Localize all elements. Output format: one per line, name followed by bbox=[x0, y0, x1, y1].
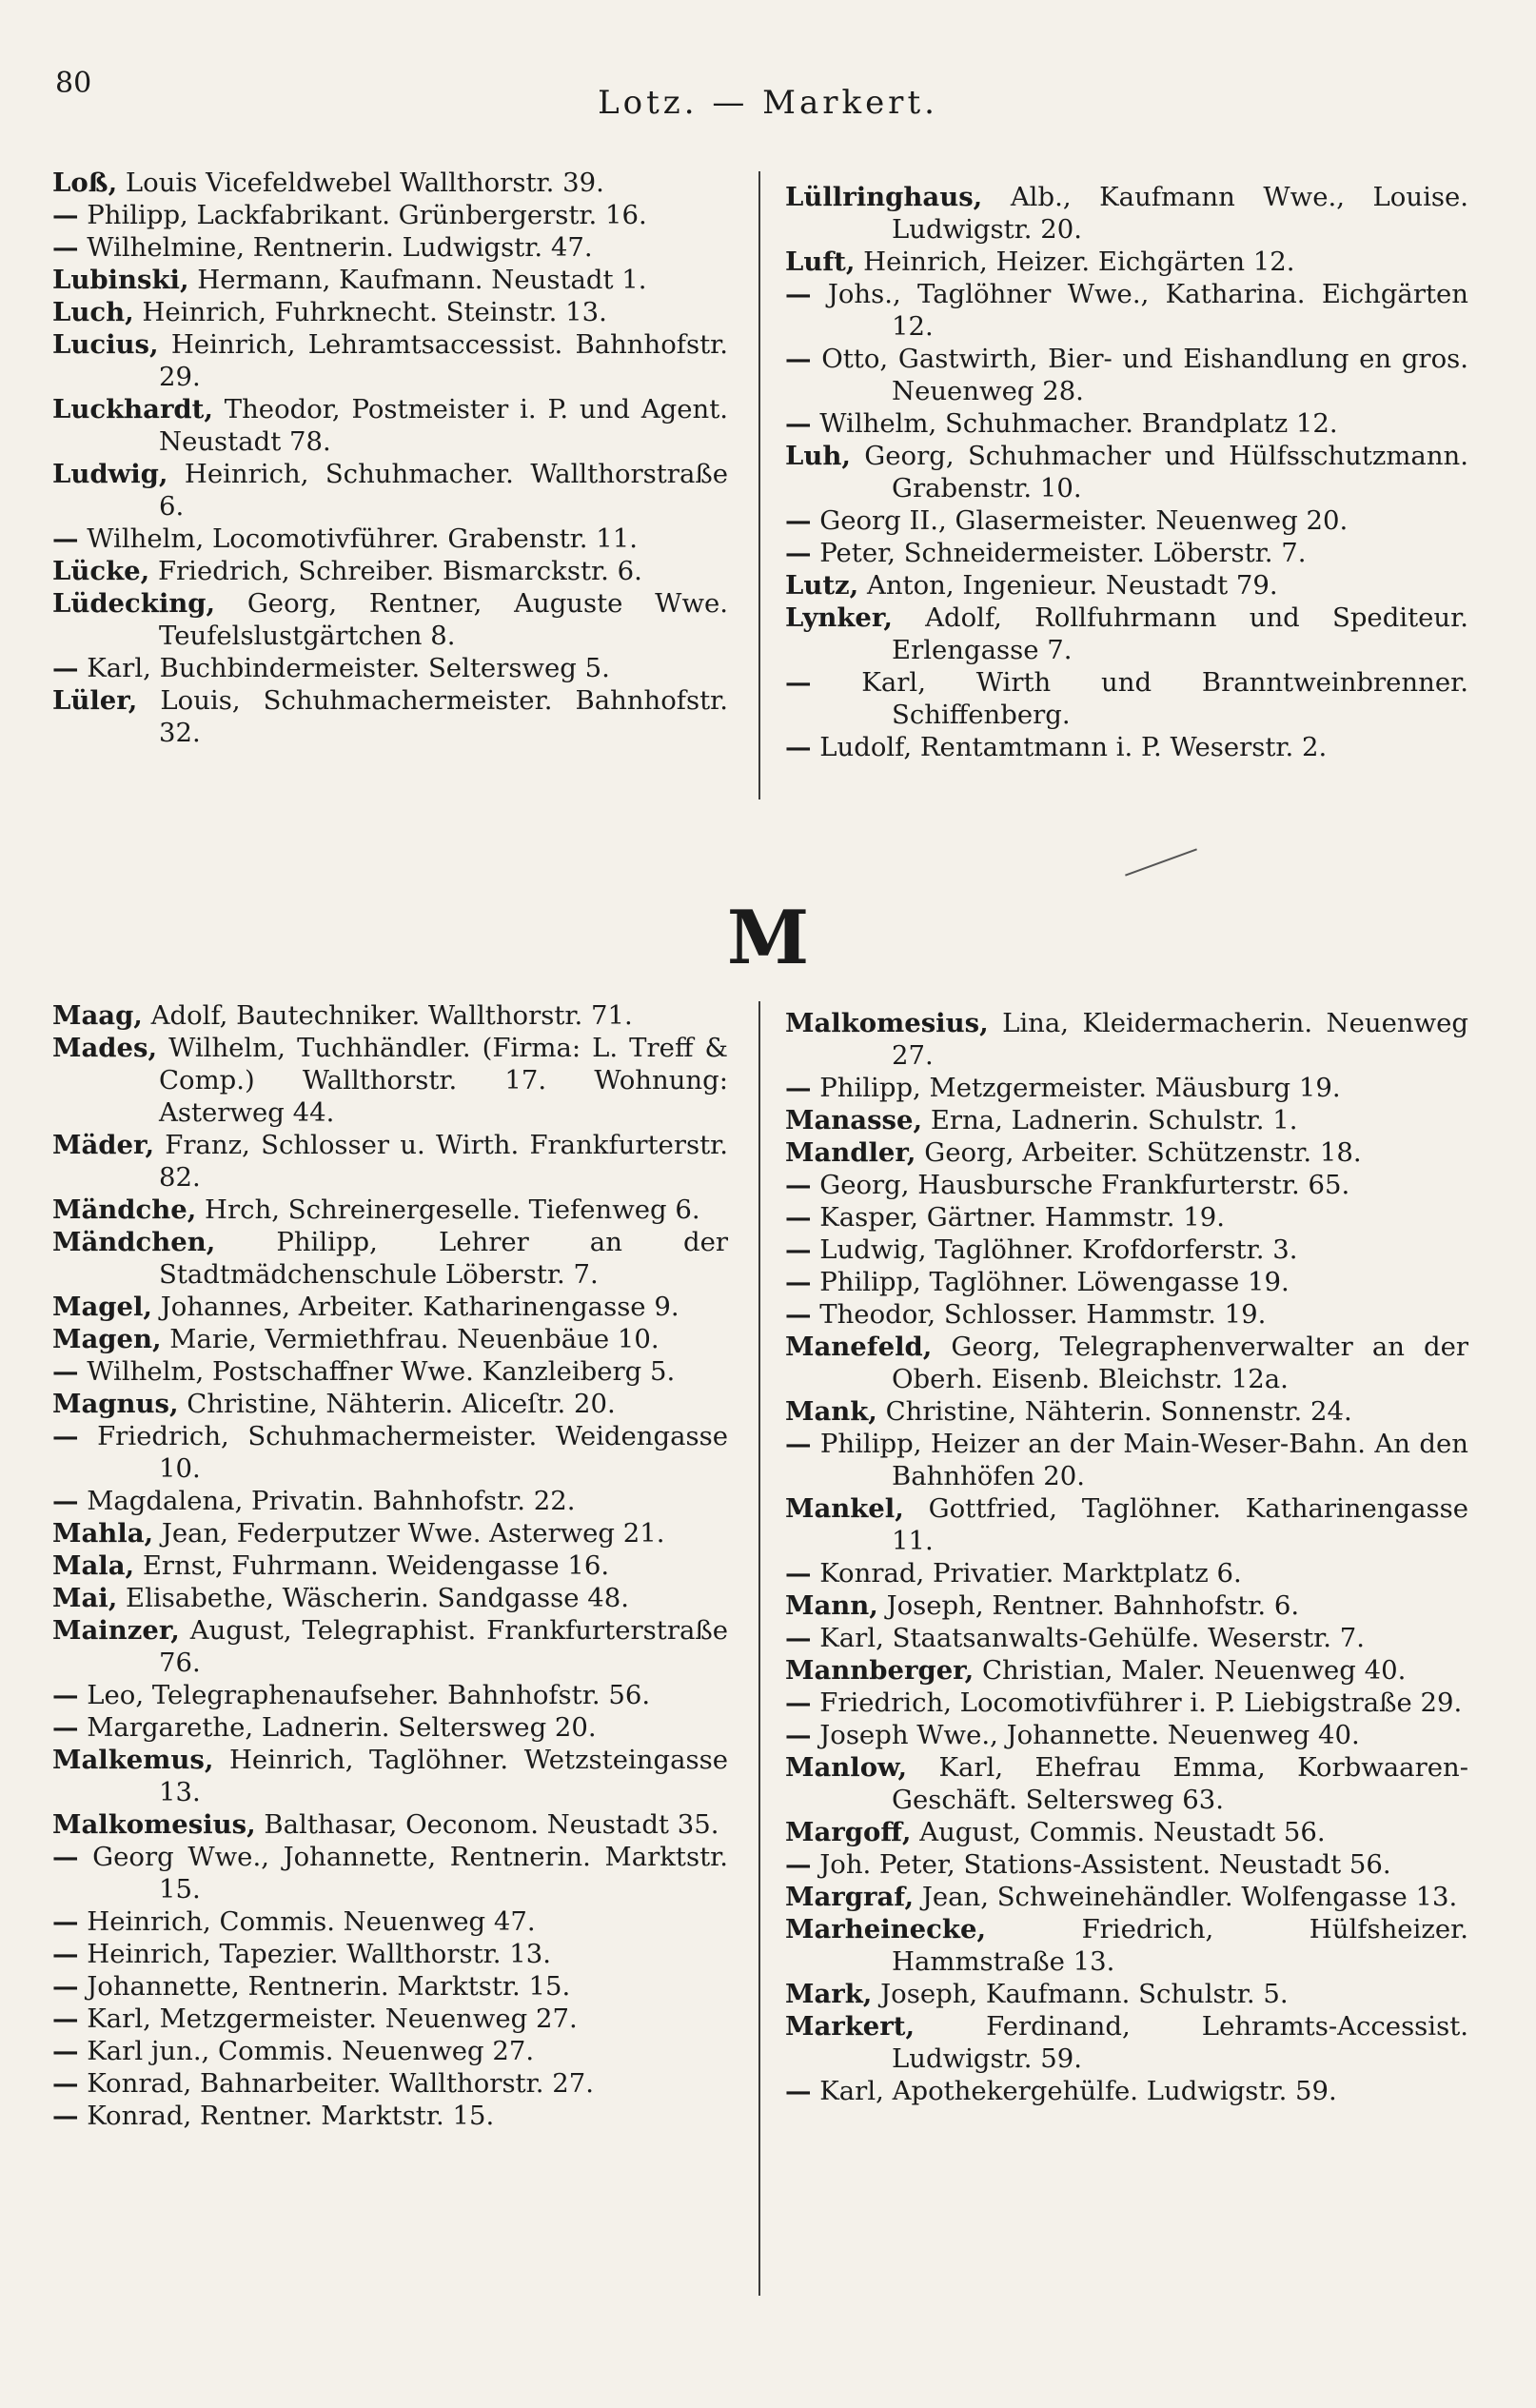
entry-surname: Mändchen, bbox=[52, 1227, 216, 1257]
directory-entry bbox=[785, 1589, 1468, 1622]
directory-entry bbox=[52, 458, 728, 523]
entry-surname: — bbox=[785, 1299, 812, 1330]
entry-surname: — bbox=[52, 2068, 79, 2099]
entry-details: Philipp, Lehrer an der Stadtmädchenschule Löberstr. 7. bbox=[159, 1227, 728, 1290]
entry-details: Marie, Vermiethfrau. Neuenbäue 10. bbox=[161, 1324, 660, 1354]
directory-entry bbox=[52, 684, 728, 749]
entry-details: Georg, Schuhmacher und Hülfsschutzmann. Grabenstr. 10. bbox=[850, 441, 1468, 503]
directory-entry bbox=[52, 1485, 728, 1517]
entry-details: Konrad, Privatier. Marktplatz 6. bbox=[811, 1558, 1242, 1589]
entry-surname: — bbox=[785, 1073, 812, 1103]
directory-entry bbox=[52, 264, 728, 296]
entry-surname: — bbox=[785, 732, 812, 762]
flourish-mark bbox=[1125, 848, 1197, 876]
entry-details: Karl, Ehefrau Emma, Korbwaaren-Geschäft. Seltersweg 63. bbox=[892, 1752, 1468, 1815]
directory-entry bbox=[785, 1687, 1468, 1719]
entry-surname: — bbox=[52, 1421, 79, 1451]
directory-entry bbox=[52, 2003, 728, 2035]
directory-entry bbox=[785, 504, 1468, 537]
directory-entry bbox=[785, 1298, 1468, 1331]
directory-entry bbox=[52, 393, 728, 458]
page-number: 80 bbox=[55, 67, 92, 100]
entry-details: Hrch, Schreinergeselle. Tiefenweg 6. bbox=[196, 1194, 700, 1225]
entry-surname: Lucius, bbox=[52, 329, 159, 360]
entry-surname: — bbox=[52, 1971, 79, 2002]
entry-surname: — bbox=[785, 344, 812, 374]
entry-surname: Lubinski, bbox=[52, 265, 189, 295]
directory-entry bbox=[52, 1420, 728, 1485]
entry-details: Ludolf, Rentamtmann i. P. Weserstr. 2. bbox=[811, 732, 1328, 762]
entry-details: Friedrich, Schuhmachermeister. Weidengasse 10. bbox=[78, 1421, 728, 1484]
entry-details: Elisabethe, Wäscherin. Sandgasse 48. bbox=[117, 1583, 630, 1613]
entry-surname: — bbox=[785, 1623, 812, 1653]
entry-details: Konrad, Rentner. Marktstr. 15. bbox=[78, 2101, 495, 2131]
directory-entry bbox=[785, 1234, 1468, 1266]
directory-entry bbox=[52, 1970, 728, 2003]
entry-details: August, Commis. Neustadt 56. bbox=[911, 1817, 1326, 1847]
entry-surname: Luckhardt, bbox=[52, 394, 213, 424]
entry-surname: — bbox=[52, 1712, 79, 1743]
entry-surname: — bbox=[785, 2076, 812, 2106]
directory-entry bbox=[52, 2035, 728, 2067]
directory-entry bbox=[52, 1226, 728, 1291]
directory-entry bbox=[785, 1072, 1468, 1104]
directory-entry bbox=[52, 1355, 728, 1388]
entry-surname: — bbox=[52, 2101, 79, 2131]
entry-details: Theodor, Schlosser. Hammstr. 19. bbox=[811, 1299, 1267, 1330]
directory-entry bbox=[52, 2100, 728, 2132]
entry-details: Joh. Peter, Stations-Assistent. Neustadt 56. bbox=[811, 1849, 1391, 1880]
directory-entry bbox=[52, 652, 728, 684]
entry-details: Wilhelm, Schuhmacher. Brandplatz 12. bbox=[811, 408, 1338, 439]
entry-surname: Magnus, bbox=[52, 1389, 179, 1419]
entry-surname: — bbox=[52, 1680, 79, 1710]
entry-surname: Luh, bbox=[785, 441, 851, 471]
entry-details: Georg, Rentner, Auguste Wwe. Teufelslustgärtchen 8. bbox=[159, 588, 728, 651]
directory-entry bbox=[785, 1169, 1468, 1201]
entry-details: Konrad, Bahnarbeiter. Wallthorstr. 27. bbox=[78, 2068, 594, 2099]
entry-surname: — bbox=[785, 1720, 812, 1750]
entry-surname: Malkomesius, bbox=[785, 1008, 989, 1038]
directory-entry bbox=[785, 278, 1468, 343]
entry-surname: Mades, bbox=[52, 1033, 158, 1063]
directory-entry bbox=[52, 1614, 728, 1679]
directory-entry bbox=[785, 1848, 1468, 1881]
directory-entry bbox=[785, 537, 1468, 569]
directory-entry bbox=[785, 1719, 1468, 1751]
directory-entry bbox=[785, 602, 1468, 666]
entry-details: Jean, Federputzer Wwe. Asterweg 21. bbox=[153, 1518, 665, 1549]
entry-details: Ernst, Fuhrmann. Weidengasse 16. bbox=[134, 1550, 610, 1581]
entry-details: Friedrich, Hülfsheizer. Hammstraße 13. bbox=[892, 1914, 1468, 1977]
directory-entry bbox=[52, 1905, 728, 1938]
entry-surname: Manlow, bbox=[785, 1752, 908, 1783]
entry-surname: — bbox=[785, 1202, 812, 1233]
entry-surname: — bbox=[52, 2036, 79, 2066]
entry-details: Karl, Wirth und Branntweinbrenner. Schiffenberg. bbox=[811, 667, 1468, 730]
entry-surname: Mank, bbox=[785, 1396, 877, 1427]
directory-entry bbox=[785, 1331, 1468, 1395]
entry-surname: Manefeld, bbox=[785, 1332, 933, 1362]
entry-details: Alb., Kaufmann Wwe., Louise. Ludwigstr. 20. bbox=[892, 182, 1468, 245]
entry-details: Joseph, Rentner. Bahnhofstr. 6. bbox=[877, 1590, 1300, 1621]
directory-entry bbox=[52, 1323, 728, 1355]
entry-details: Joseph Wwe., Johannette. Neuenweg 40. bbox=[811, 1720, 1360, 1750]
entry-details: Wilhelm, Tuchhändler. (Firma: L. Treff & Comp.) Wallthorstr. 17. Wohnung: Asterweg 44. bbox=[157, 1033, 728, 1128]
directory-entry bbox=[52, 296, 728, 328]
entry-surname: — bbox=[52, 653, 79, 683]
entry-surname: — bbox=[52, 232, 79, 263]
entry-surname: — bbox=[52, 1906, 79, 1937]
directory-entry bbox=[52, 1841, 728, 1905]
entry-surname: Mändche, bbox=[52, 1194, 197, 1225]
entry-surname: Lynker, bbox=[785, 602, 893, 633]
entry-details: Johannette, Rentnerin. Marktstr. 15. bbox=[78, 1971, 571, 2002]
entry-details: Heinrich, Heizer. Eichgärten 12. bbox=[855, 247, 1295, 277]
column-top-right bbox=[785, 181, 1468, 763]
entry-surname: — bbox=[785, 1688, 812, 1718]
entry-surname: Malkemus, bbox=[52, 1745, 214, 1775]
entry-surname: Mannberger, bbox=[785, 1655, 975, 1686]
directory-entry bbox=[785, 1007, 1468, 1072]
directory-entry bbox=[52, 1808, 728, 1841]
entry-surname: — bbox=[52, 523, 79, 554]
directory-entry bbox=[52, 523, 728, 555]
column-bottom-left bbox=[52, 999, 728, 2132]
entry-surname: Magen, bbox=[52, 1324, 162, 1354]
entry-surname: — bbox=[785, 505, 812, 536]
entry-details: Karl, Apothekergehülfe. Ludwigstr. 59. bbox=[811, 2076, 1337, 2106]
entry-surname: — bbox=[52, 2003, 79, 2034]
entry-details: Theodor, Postmeister i. P. und Agent. Neustadt 78. bbox=[159, 394, 728, 457]
entry-surname: Maag, bbox=[52, 1000, 143, 1031]
entry-details: Heinrich, Taglöhner. Wetzsteingasse 13. bbox=[159, 1745, 728, 1807]
entry-details: Louis Vicefeldwebel Wallthorstr. 39. bbox=[117, 168, 604, 198]
entry-surname: Margraf, bbox=[785, 1882, 915, 1912]
directory-entry bbox=[785, 1816, 1468, 1848]
directory-entry bbox=[52, 1938, 728, 1970]
entry-details: Heinrich, Fuhrknecht. Steinstr. 13. bbox=[133, 297, 607, 327]
entry-surname: Marheinecke, bbox=[785, 1914, 987, 1944]
entry-details: Karl, Staatsanwalts-Gehülfe. Weserstr. 7. bbox=[811, 1623, 1365, 1653]
directory-entry bbox=[785, 1395, 1468, 1428]
directory-entry bbox=[785, 569, 1468, 602]
directory-entry bbox=[52, 231, 728, 264]
directory-entry bbox=[785, 1136, 1468, 1169]
directory-entry bbox=[52, 555, 728, 587]
entry-details: Otto, Gastwirth, Bier- und Eishandlung en gros. Neuenweg 28. bbox=[811, 344, 1468, 406]
entry-details: Lina, Kleidermacherin. Neuenweg 27. bbox=[892, 1008, 1468, 1071]
entry-details: Heinrich, Tapezier. Wallthorstr. 13. bbox=[78, 1939, 552, 1969]
entry-surname: — bbox=[52, 1356, 79, 1387]
entry-details: August, Telegraphist. Frankfurterstraße 76. bbox=[159, 1615, 728, 1678]
directory-entry bbox=[785, 1428, 1468, 1492]
entry-surname: Mainzer, bbox=[52, 1615, 180, 1646]
directory-entry bbox=[52, 1549, 728, 1582]
entry-details: Wilhelmine, Rentnerin. Ludwigstr. 47. bbox=[78, 232, 593, 263]
entry-surname: Ludwig, bbox=[52, 459, 168, 489]
directory-entry bbox=[52, 999, 728, 1032]
entry-surname: Lüdecking, bbox=[52, 588, 216, 619]
entry-surname: Luft, bbox=[785, 247, 856, 277]
entry-details: Franz, Schlosser u. Wirth. Frankfurterstr. 82. bbox=[154, 1130, 728, 1193]
directory-entry bbox=[785, 666, 1468, 731]
entry-surname: — bbox=[52, 1842, 79, 1872]
entry-details: Karl, Buchbindermeister. Seltersweg 5. bbox=[78, 653, 610, 683]
entry-surname: Margoff, bbox=[785, 1817, 912, 1847]
directory-entry bbox=[785, 1978, 1468, 2010]
entry-details: Louis, Schuhmachermeister. Bahnhofstr. 32. bbox=[137, 685, 728, 748]
entry-surname: Malkomesius, bbox=[52, 1809, 256, 1840]
directory-entry bbox=[52, 1711, 728, 1744]
entry-details: Anton, Ingenieur. Neustadt 79. bbox=[858, 570, 1278, 601]
entry-details: Heinrich, Commis. Neuenweg 47. bbox=[78, 1906, 536, 1937]
directory-entry bbox=[52, 328, 728, 393]
entry-details: Christian, Maler. Neuenweg 40. bbox=[974, 1655, 1407, 1686]
column-bottom-right bbox=[785, 1007, 1468, 2107]
column-top-left bbox=[52, 167, 728, 749]
entry-details: Johs., Taglöhner Wwe., Katharina. Eichgärten 12. bbox=[811, 279, 1468, 342]
directory-entry bbox=[785, 2075, 1468, 2107]
entry-surname: Lüler, bbox=[52, 685, 138, 716]
entry-details: Ludwig, Taglöhner. Krofdorferstr. 3. bbox=[811, 1234, 1298, 1265]
entry-surname: — bbox=[52, 1939, 79, 1969]
entry-details: Hermann, Kaufmann. Neustadt 1. bbox=[188, 265, 647, 295]
entry-details: Karl jun., Commis. Neuenweg 27. bbox=[78, 2036, 535, 2066]
entry-surname: — bbox=[785, 1849, 812, 1880]
directory-entry bbox=[785, 1557, 1468, 1589]
directory-entry bbox=[785, 181, 1468, 246]
entry-details: Adolf, Rollfuhrmann und Spediteur. Erlengasse 7. bbox=[892, 602, 1468, 665]
directory-entry bbox=[52, 167, 728, 199]
entry-details: Margarethe, Ladnerin. Seltersweg 20. bbox=[78, 1712, 597, 1743]
entry-surname: Mann, bbox=[785, 1590, 878, 1621]
directory-entry bbox=[52, 2067, 728, 2100]
directory-entry bbox=[785, 1201, 1468, 1234]
directory-entry bbox=[52, 1388, 728, 1420]
entry-details: Philipp, Lackfabrikant. Grünbergerstr. 16. bbox=[78, 200, 647, 230]
directory-entry bbox=[52, 1744, 728, 1808]
entry-details: Philipp, Metzgermeister. Mäusburg 19. bbox=[811, 1073, 1341, 1103]
entry-details: Wilhelm, Postschaffner Wwe. Kanzleiberg 5. bbox=[78, 1356, 676, 1387]
directory-entry bbox=[785, 1266, 1468, 1298]
entry-details: Georg, Telegraphenverwalter an der Oberh. Eisenb. Bleichstr. 12a. bbox=[892, 1332, 1468, 1394]
entry-surname: Mai, bbox=[52, 1583, 118, 1613]
directory-entry bbox=[52, 1582, 728, 1614]
entry-details: Kasper, Gärtner. Hammstr. 19. bbox=[811, 1202, 1225, 1233]
directory-entry bbox=[52, 587, 728, 652]
column-divider-top bbox=[758, 171, 760, 799]
entry-details: Friedrich, Schreiber. Bismarckstr. 6. bbox=[149, 556, 642, 586]
directory-entry bbox=[52, 1291, 728, 1323]
entry-details: Heinrich, Lehramtsaccessist. Bahnhofstr. 29. bbox=[158, 329, 728, 392]
directory-entry bbox=[785, 1913, 1468, 1978]
entry-surname: Manasse, bbox=[785, 1105, 923, 1135]
entry-surname: — bbox=[785, 1170, 812, 1200]
entry-surname: — bbox=[785, 1234, 812, 1265]
directory-entry bbox=[52, 1194, 728, 1226]
directory-entry bbox=[52, 199, 728, 231]
entry-details: Balthasar, Oeconom. Neustadt 35. bbox=[255, 1809, 719, 1840]
entry-details: Georg, Hausbursche Frankfurterstr. 65. bbox=[811, 1170, 1350, 1200]
entry-details: Heinrich, Schuhmacher. Wallthorstraße 6. bbox=[159, 459, 728, 522]
entry-surname: Mala, bbox=[52, 1550, 135, 1581]
entry-details: Jean, Schweinehändler. Wolfengasse 13. bbox=[914, 1882, 1458, 1912]
entry-surname: — bbox=[785, 667, 812, 698]
directory-entry bbox=[785, 1622, 1468, 1654]
directory-entry bbox=[785, 1654, 1468, 1687]
entry-surname: — bbox=[785, 538, 812, 568]
entry-details: Johannes, Arbeiter. Katharinengasse 9. bbox=[152, 1292, 679, 1322]
entry-details: Adolf, Bautechniker. Wallthorstr. 71. bbox=[142, 1000, 633, 1031]
entry-details: Peter, Schneidermeister. Löberstr. 7. bbox=[811, 538, 1307, 568]
entry-details: Georg Wwe., Johannette, Rentnerin. Marktstr. 15. bbox=[78, 1842, 728, 1905]
directory-entry bbox=[785, 407, 1468, 440]
entry-details: Christine, Nähterin. Sonnenstr. 24. bbox=[876, 1396, 1352, 1427]
directory-entry bbox=[785, 1492, 1468, 1557]
directory-entry bbox=[785, 343, 1468, 407]
entry-details: Philipp, Taglöhner. Löwengasse 19. bbox=[811, 1267, 1290, 1297]
entry-surname: — bbox=[785, 279, 812, 309]
entry-surname: Mandler, bbox=[785, 1137, 916, 1168]
directory-entry bbox=[785, 1104, 1468, 1136]
directory-entry bbox=[52, 1032, 728, 1129]
entry-surname: Mahla, bbox=[52, 1518, 154, 1549]
entry-details: Georg II., Glasermeister. Neuenweg 20. bbox=[811, 505, 1349, 536]
entry-surname: Mankel, bbox=[785, 1493, 904, 1524]
entry-surname: — bbox=[52, 200, 79, 230]
directory-entry bbox=[52, 1129, 728, 1194]
column-divider-bottom bbox=[758, 1001, 760, 2296]
directory-entry bbox=[785, 1881, 1468, 1913]
directory-entry bbox=[785, 246, 1468, 278]
directory-entry bbox=[52, 1517, 728, 1549]
entry-details: Christine, Nähterin. Aliceſtr. 20. bbox=[178, 1389, 616, 1419]
entry-details: Philipp, Heizer an der Main-Weser-Bahn. An den Bahnhöfen 20. bbox=[811, 1429, 1468, 1491]
entry-details: Erna, Ladnerin. Schulstr. 1. bbox=[922, 1105, 1298, 1135]
entry-details: Joseph, Kaufmann. Schulstr. 5. bbox=[872, 1979, 1289, 2009]
directory-entry bbox=[785, 1751, 1468, 1816]
section-letter: M bbox=[726, 895, 810, 981]
entry-details: Georg, Arbeiter. Schützenstr. 18. bbox=[916, 1137, 1362, 1168]
entry-surname: — bbox=[52, 1486, 79, 1516]
entry-details: Gottfried, Taglöhner. Katharinengasse 11. bbox=[892, 1493, 1468, 1556]
entry-surname: Loß, bbox=[52, 168, 118, 198]
entry-surname: Markert, bbox=[785, 2011, 916, 2042]
directory-entry bbox=[52, 1679, 728, 1711]
directory-entry bbox=[785, 440, 1468, 504]
entry-surname: Lutz, bbox=[785, 570, 859, 601]
entry-surname: — bbox=[785, 408, 812, 439]
entry-details: Friedrich, Locomotivführer i. P. Liebigstraße 29. bbox=[811, 1688, 1463, 1718]
directory-entry bbox=[785, 731, 1468, 763]
running-head: Lotz. — Markert. bbox=[598, 84, 938, 122]
entry-surname: — bbox=[785, 1429, 812, 1459]
entry-surname: — bbox=[785, 1267, 812, 1297]
entry-details: Karl, Metzgermeister. Neuenweg 27. bbox=[78, 2003, 578, 2034]
entry-surname: Magel, bbox=[52, 1292, 153, 1322]
entry-surname: Mark, bbox=[785, 1979, 873, 2009]
entry-surname: Luch, bbox=[52, 297, 134, 327]
entry-details: Wilhelm, Locomotivführer. Grabenstr. 11. bbox=[78, 523, 638, 554]
directory-entry bbox=[785, 2010, 1468, 2075]
entry-details: Magdalena, Privatin. Bahnhofstr. 22. bbox=[78, 1486, 576, 1516]
entry-surname: Mäder, bbox=[52, 1130, 155, 1160]
entry-surname: — bbox=[785, 1558, 812, 1589]
entry-surname: Lücke, bbox=[52, 556, 150, 586]
entry-details: Ferdinand, Lehramts-Accessist. Ludwigstr. 59. bbox=[892, 2011, 1468, 2074]
entry-surname: Lüllringhaus, bbox=[785, 182, 983, 212]
entry-details: Leo, Telegraphenaufseher. Bahnhofstr. 56. bbox=[78, 1680, 651, 1710]
